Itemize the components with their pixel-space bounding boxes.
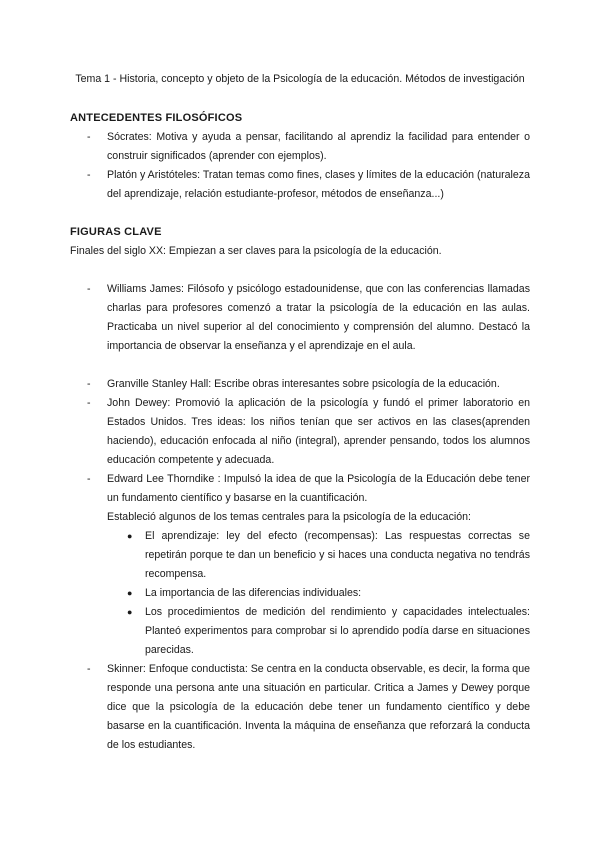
bullet-marker: ● [127,607,133,617]
list-item-text: John Dewey: Promovió la aplicación de la psicología y fundó el primer laboratorio en Estados Unidos. Tres ideas: los niños tenían que ser activos en las clases(aprenden haciendo), educación enfocada al niño (integral), aprender pensando, todos los alumnos educación competente y adecuada. [107,397,530,466]
list-item [87,375,530,394]
section-heading-antecedentes: ANTECEDENTES FILOSÓFICOS [70,112,243,124]
document-title: Tema 1 - Historia, concepto y objeto de la Psicología de la educación. Métodos de investigación [75,73,525,85]
thorndike-subtext: Estableció algunos de los temas centrales para la psicología de la educación: [107,511,471,523]
dash-marker: - [87,397,91,409]
list-item-text: Granville Stanley Hall: Escribe obras interesantes sobre psicología de la educación. [107,378,500,390]
dash-marker: - [87,131,91,143]
dash-marker: - [87,283,91,295]
list-item-text: Sócrates: Motiva y ayuda a pensar, facilitando al aprendiz la facilidad para entender o construir significados (aprender con ejemplos). [107,131,530,162]
bullet-item [127,584,530,603]
list-item [87,128,530,166]
list-item [87,660,530,755]
list-item-text: Edward Lee Thorndike : Impulsó la idea de que la Psicología de la Educación debe tener un fundamento científico y basarse en la cuantificación. [107,473,530,504]
list-item [87,394,530,470]
list-item-text: Williams James: Filósofo y psicólogo estadounidense, que con las conferencias llamadas charlas para profesores comenzó a tratar la psicología de la educación en las aulas. Practicaba un nivel superior al del conocimiento y comprensión del alumno. Destacó la importancia de observar la enseñanza y el aprendizaje en el aula. [107,283,530,352]
bullet-marker: ● [127,531,133,541]
list-item [87,470,530,508]
dash-marker: - [87,473,91,485]
list-item-text: Platón y Aristóteles: Tratan temas como fines, clases y límites de la educación (naturaleza del aprendizaje, relación estudiante-profesor, métodos de enseñanza...) [107,169,530,200]
list-item [87,166,530,204]
section-intro: Finales del siglo XX: Empiezan a ser claves para la psicología de la educación. [70,245,442,257]
section-heading-figuras: FIGURAS CLAVE [70,226,162,238]
bullet-item-text: El aprendizaje: ley del efecto (recompensas): Las respuestas correctas se repetirán porque te dan un beneficio y si haces una conducta negativa no tendrás recompensa. [145,530,530,580]
list-item [87,280,530,356]
bullet-item [127,603,530,660]
bullet-item-text: La importancia de las diferencias individuales: [145,587,362,599]
list-item-text: Skinner: Enfoque conductista: Se centra en la conducta observable, es decir, la forma que responde una persona ante una situación en particular. Critica a James y Dewey porque dice que la psicología de la educación debe tener un fundamento científico y debe basarse en la cuantificación. Inventa la máquina de enseñanza que reforzará la conducta de los estudiantes. [107,663,530,751]
bullet-item [127,527,530,584]
dash-marker: - [87,169,91,181]
bullet-marker: ● [127,588,133,598]
bullet-item-text: Los procedimientos de medición del rendimiento y capacidades intelectuales: Planteó experimentos para comprobar si lo aprendido podía darse en situaciones parecidas. [145,606,530,656]
dash-marker: - [87,663,91,675]
dash-marker: - [87,378,91,390]
